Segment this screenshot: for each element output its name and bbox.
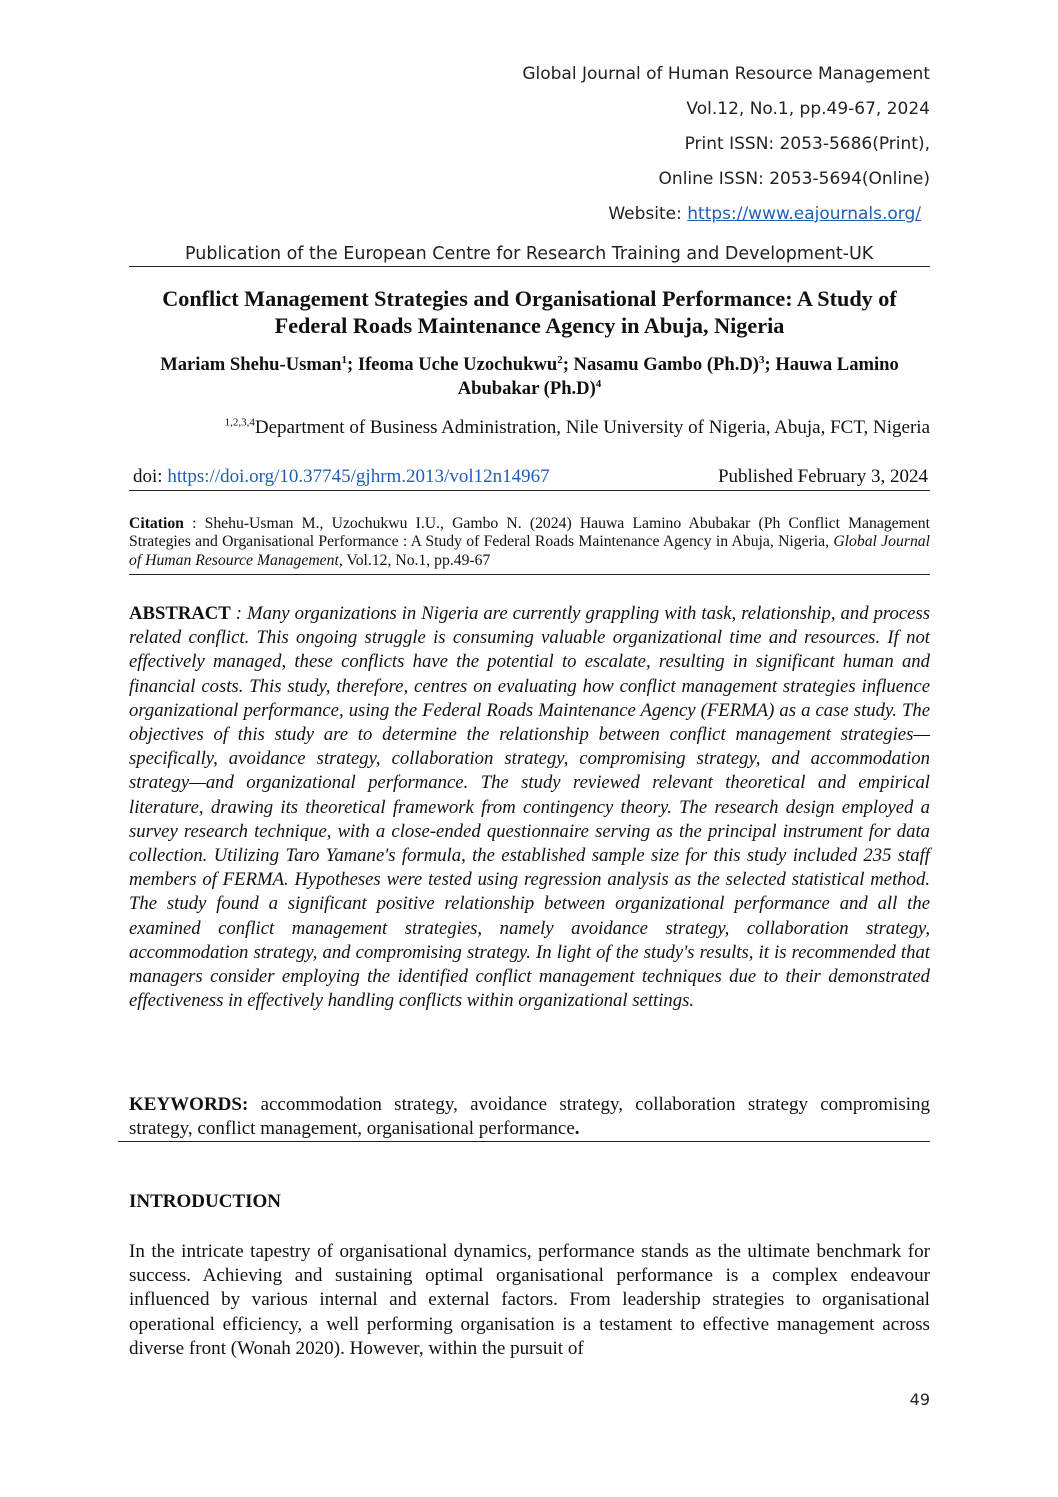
affiliation (129, 416, 930, 440)
citation-tail: , Vol.12, No.1, pp.49-67 (338, 551, 491, 569)
website-label: Website: (608, 204, 688, 224)
author-sep: ; (562, 354, 574, 375)
citation-text: Shehu-Usman M., Uzochukwu I.U., Gambo N. (2024) Hauwa Lamino Abubakar (Ph Conflict Management Strategies and Organisational Performance : A Study of Federal Roads Maintenance Agency in Abuja, Nigeria, (129, 515, 930, 551)
author-2: Ifeoma Uche Uzochukwu (357, 354, 558, 375)
published-date: Published February 3, 2024 (717, 466, 928, 487)
citation (129, 515, 930, 570)
author-4: Hauwa Lamino Abubakar (Ph.D) (457, 354, 899, 399)
author-4-sup: 4 (595, 377, 602, 390)
header-rule (129, 266, 930, 267)
citation-journal: Global Journal of Human Resource Management (129, 533, 930, 569)
abstract-label: ABSTRACT (129, 603, 231, 624)
keywords-text: accommodation strategy, avoidance strategy, collaboration strategy compromising strategy, conflict management, organisational performance (129, 1094, 930, 1139)
citation-colon: : (183, 515, 205, 532)
article-title: Conflict Management Strategies and Organisational Performance: A Study of Federal Roads Maintenance Agency in Abuja, Nigeria (162, 286, 897, 338)
website-line (608, 204, 921, 224)
citation-rule (129, 574, 930, 575)
publication-line: Publication of the European Centre for Research Training and Development-UK (185, 244, 874, 264)
journal-name: Global Journal of Human Resource Management (522, 64, 930, 84)
author-1: Mariam Shehu-Usman (160, 354, 342, 375)
print-issn: Print ISSN: 2053-5686(Print), (684, 134, 930, 154)
page-number: 49 (909, 1390, 930, 1409)
section-heading-introduction: INTRODUCTION (129, 1191, 282, 1212)
introduction-paragraph: In the intricate tapestry of organisational dynamics, performance stands as the ultimate benchmark for success. Achieving and sustaining optimal organisational performance is a complex endeavour influenced by various internal and external factors. From leadership strategies to organisational operational efficiency, a well performing organisation is a testament to effective management across diverse front (Wonah 2020). However, within the pursuit of (129, 1241, 930, 1359)
author-sep: ; (347, 354, 358, 375)
affiliation-text: Department of Business Administration, Nile University of Nigeria, Abuja, FCT, Nigeria (254, 417, 930, 438)
doi (133, 465, 550, 489)
abstract (129, 602, 930, 1013)
volume-info: Vol.12, No.1, pp.49-67, 2024 (686, 99, 930, 119)
keywords-label: KEYWORDS: (129, 1094, 249, 1115)
doi-label: doi: (133, 466, 168, 487)
online-issn: Online ISSN: 2053-5694(Online) (658, 169, 930, 189)
author-list (129, 353, 930, 401)
citation-label: Citation (129, 515, 184, 532)
abstract-text: : Many organizations in Nigeria are currently grappling with task, relationship, and process related conflict. This ongoing struggle is consuming valuable organizational time and resources. If not effectively managed, these conflicts have the potential to escalate, resulting in significant human and financial costs. This study, therefore, centres on evaluating how conflict management strategies influence organizational performance, using the Federal Roads Maintenance Agency (FERMA) as a case study. The objectives of this study are to determine the relationship between conflict management strategies—specifically, avoidance strategy, collaboration strategy, compromising strategy, and accommodation strategy—and organizational performance. The study reviewed relevant theoretical and empirical literature, drawing its theoretical framework from contingency theory. The research design employed a survey research technique, with a close-ended questionnaire serving as the principal instrument for data collection. Utilizing Taro Yamane's formula, the established sample size for this study included 235 staff members of FERMA. Hypotheses were tested using regression analysis as the selected statistical method. The study found a significant positive relationship between organizational performance and all the examined conflict management strategies, namely avoidance strategy, collaboration strategy, accommodation strategy, and compromising strategy. In light of the study's results, it is recommended that managers consider employing the identified conflict management techniques due to their demonstrated effectiveness in effectively handling conflicts within organizational settings. (129, 603, 930, 1012)
doi-link[interactable]: https://doi.org/10.37745/gjhrm.2013/vol12n14967 (167, 466, 550, 487)
doi-rule (129, 490, 930, 491)
author-sep: ; (764, 354, 776, 375)
website-link[interactable]: https://www.eajournals.org/ (687, 204, 921, 224)
keywords (129, 1093, 930, 1141)
author-3-sup: 3 (758, 353, 765, 366)
author-1-sup: 1 (341, 353, 347, 366)
author-3: Nasamu Gambo (Ph.D) (573, 354, 759, 375)
author-2-sup: 2 (557, 353, 563, 366)
keywords-rule (118, 1141, 930, 1142)
doi-row (133, 465, 928, 489)
keywords-end: . (574, 1118, 580, 1139)
affiliation-sup: 1,2,3,4 (224, 416, 255, 429)
